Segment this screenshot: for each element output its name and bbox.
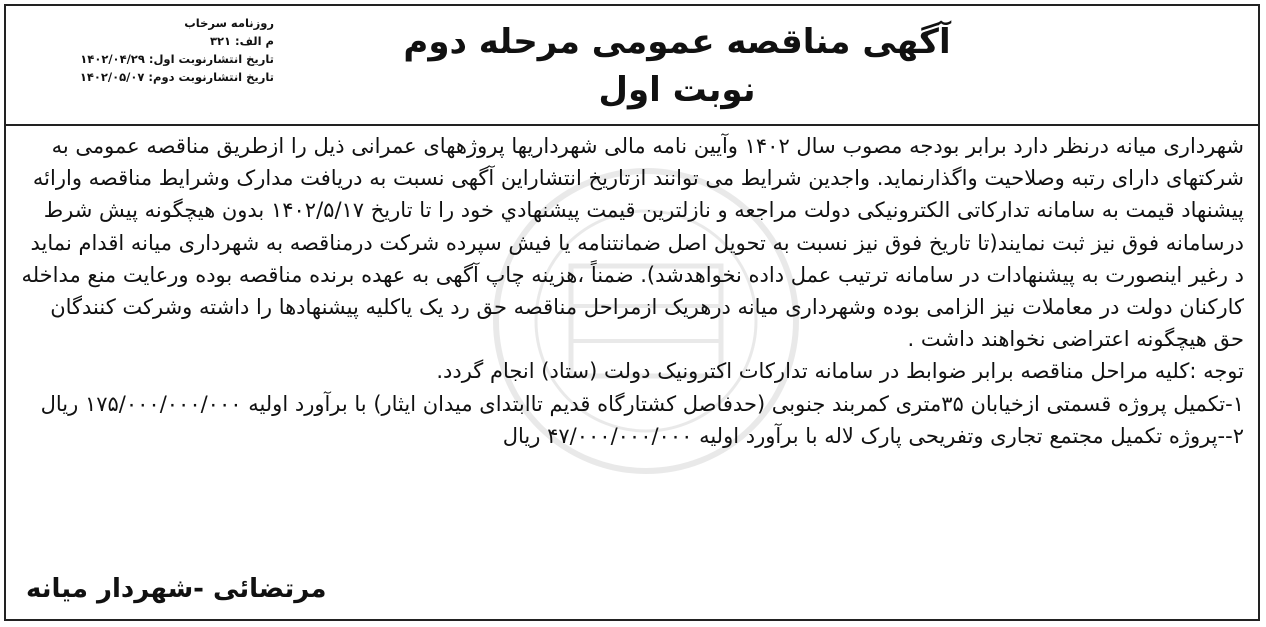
serial-number: م الف: ۳۲۱ [209, 34, 274, 48]
project-item-2: ۲--پروژه تکمیل مجتمع تجاری وتفریحی پارک لاله با برآورد اولیه ۴۷/۰۰۰/۰۰۰/۰۰۰ ریال [502, 423, 1244, 448]
notice-body [20, 130, 1244, 452]
newspaper-name: روزنامه سرخاب [184, 16, 274, 30]
header-divider [6, 124, 1258, 126]
title-line-1: آگهی مناقصه عمومی مرحله دوم [403, 22, 951, 62]
project-item-1: ۱-تکمیل پروژه قسمتی ازخیابان ۳۵متری کمربند جنوبی (حدفاصل کشتارگاه قدیم تاابتدای میدان ایثار) با برآورد اولیه ۱۷۵/۰۰۰/۰۰۰/۰۰۰ ریال [40, 391, 1244, 416]
notice-frame [4, 4, 1260, 621]
notice-title [336, 18, 1018, 114]
publication-meta [54, 14, 274, 86]
body-paragraph: شهرداری میانه درنظر دارد برابر بودجه مصوب سال ۱۴۰۲ وآیین نامه مالی شهرداریها پروژههای عمرانی ذیل را ازطریق مناقصه عمومی به شرکتهای دارای رتبه وصلاحیت واگذارنماید. واجدین شرایط می توانند ازتاریخ انتشاراین آگهی نسبت به دریافت مدارک وشرایط مناقصه وارائه پیشنهاد قیمت به سامانه تدارکاتی الکترونیکی دولت مراجعه و نازلترین قیمت پیشنهادي خود را تا تاریخ ۱۴۰۲/۵/۱۷ بدون هیچگونه پیش شرط درسامانه فوق نیز ثبت نمایند(تا تاریخ فوق نیز نسبت به تحویل اصل ضمانتنامه یا فیش سپرده شرکت درمناقصه به شهرداری میانه اقدام نماید د رغیر اینصورت به پیشنهادات در سامانه ترتیب عمل داده نخواهدشد). ضمناً ،هزینه چاپ آگهی به عهده برنده مناقصه بوده ورعایت منع مداخله کارکنان دولت در معاملات نیز الزامی بوده وشهرداری میانه درهریک ازمراحل مناقصه حق رد یک یاکلیه پیشنهادها را داشته وشرکت کنندگان حق هیچگونه اعتراضی نخواهند داشت . [21, 134, 1244, 352]
title-line-2: نوبت اول [598, 70, 756, 110]
note-line: توجه :کلیه مراحل مناقصه برابر ضوابط در سامانه تدارکات اکترونیک دولت (ستاد) انجام گردد. [436, 359, 1244, 384]
first-publish-date: تاریخ انتشارنوبت اول: ۱۴۰۲/۰۴/۲۹ [80, 52, 274, 66]
second-publish-date: تاریخ انتشارنوبت دوم: ۱۴۰۲/۰۵/۰۷ [79, 70, 274, 84]
signature: مرتضائی -شهردار میانه [26, 574, 327, 604]
